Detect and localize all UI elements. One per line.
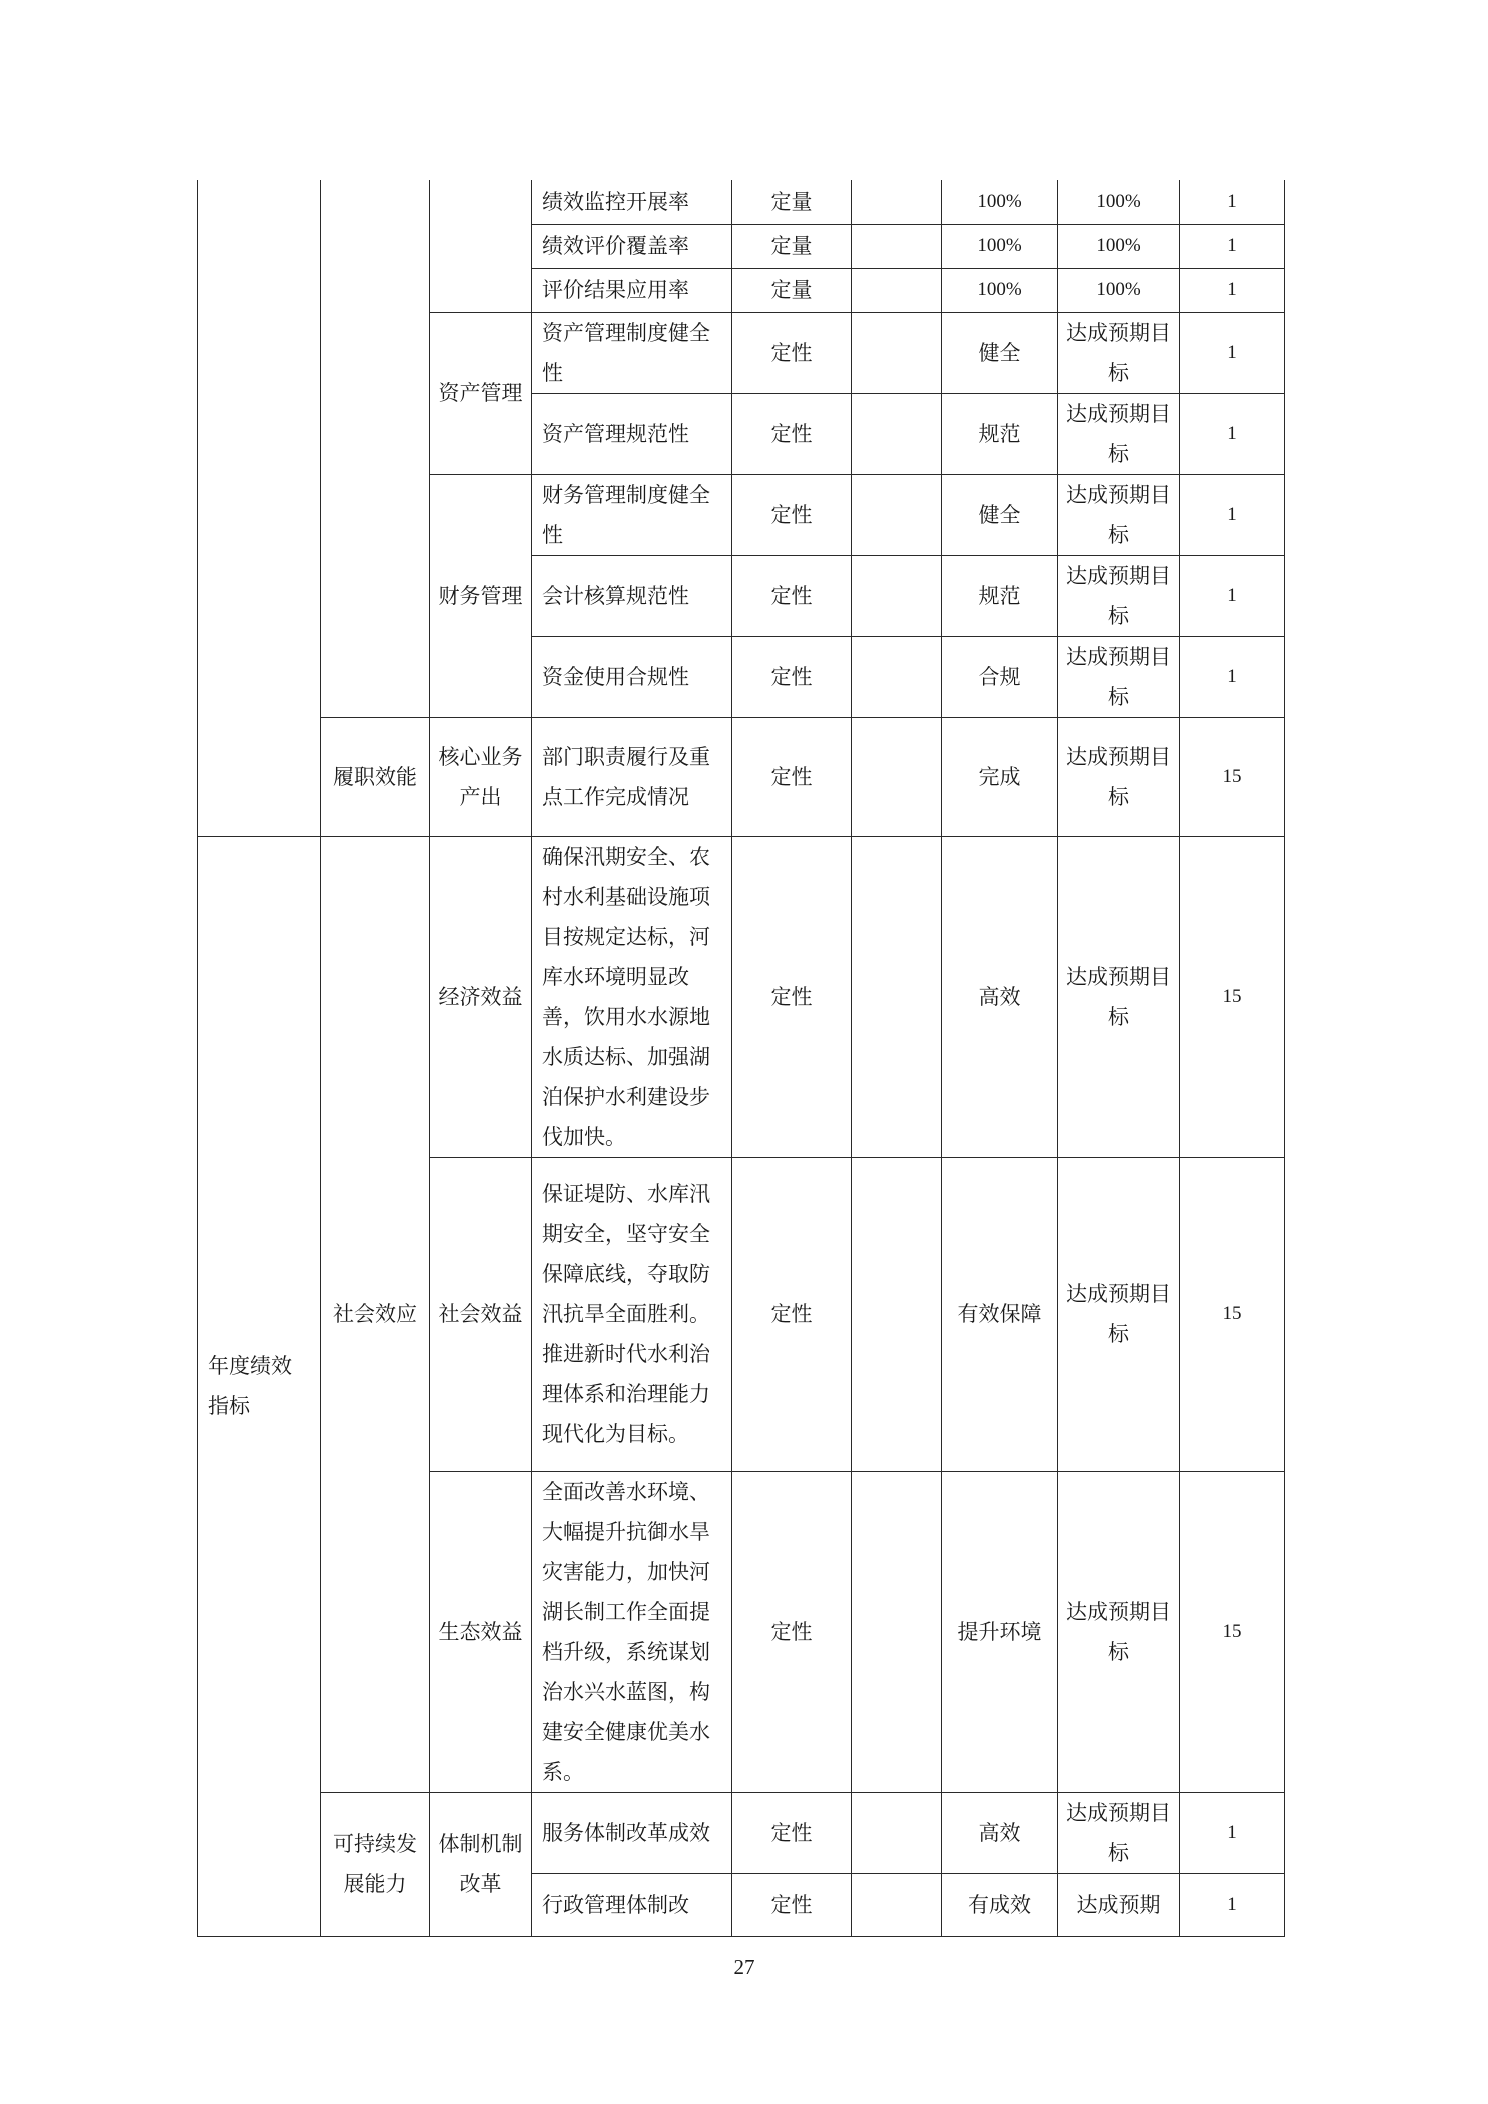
type-cell: 定性 — [732, 1471, 852, 1792]
actual-cell: 达成预期 — [1058, 1873, 1180, 1936]
indicator-cell: 全面改善水环境、大幅提升抗御水旱灾害能力，加快河湖长制工作全面提档升级，系统谋划治水兴水蓝图，构建安全健康优美水系。 — [532, 1471, 732, 1792]
target-cell: 100% — [942, 268, 1058, 312]
score-cell: 1 — [1180, 555, 1285, 636]
target-cell: 高效 — [942, 1792, 1058, 1873]
baseline-cell — [852, 224, 942, 268]
table-row — [198, 836, 1285, 1157]
level3-cell-empty — [430, 180, 532, 312]
target-cell: 健全 — [942, 474, 1058, 555]
target-cell: 100% — [942, 224, 1058, 268]
indicator-cell: 财务管理制度健全性 — [532, 474, 732, 555]
indicator-cell: 资产管理规范性 — [532, 393, 732, 474]
level2-sustainable: 可持续发展能力 — [321, 1792, 430, 1936]
baseline-cell — [852, 717, 942, 836]
baseline-cell — [852, 636, 942, 717]
score-cell: 1 — [1180, 636, 1285, 717]
score-cell: 1 — [1180, 312, 1285, 393]
level3-social-benefit: 社会效益 — [430, 1157, 532, 1471]
score-cell: 1 — [1180, 268, 1285, 312]
score-cell: 15 — [1180, 836, 1285, 1157]
indicator-cell: 绩效监控开展率 — [532, 180, 732, 224]
indicator-cell: 保证堤防、水库汛期安全，坚守安全保障底线，夺取防汛抗旱全面胜利。推进新时代水利治理体系和治理能力现代化为目标。 — [532, 1157, 732, 1471]
type-cell: 定性 — [732, 636, 852, 717]
actual-cell: 达成预期目标 — [1058, 1157, 1180, 1471]
score-cell: 1 — [1180, 224, 1285, 268]
actual-cell: 100% — [1058, 224, 1180, 268]
baseline-cell — [852, 312, 942, 393]
actual-cell: 100% — [1058, 180, 1180, 224]
level1-cell-empty — [198, 180, 321, 836]
type-cell: 定性 — [732, 1157, 852, 1471]
indicator-cell: 会计核算规范性 — [532, 555, 732, 636]
score-cell: 1 — [1180, 474, 1285, 555]
actual-cell: 达成预期目标 — [1058, 474, 1180, 555]
baseline-cell — [852, 393, 942, 474]
indicator-cell: 绩效评价覆盖率 — [532, 224, 732, 268]
baseline-cell — [852, 1471, 942, 1792]
baseline-cell — [852, 180, 942, 224]
actual-cell: 达成预期目标 — [1058, 1792, 1180, 1873]
actual-cell: 达成预期目标 — [1058, 636, 1180, 717]
type-cell: 定性 — [732, 312, 852, 393]
type-cell: 定性 — [732, 1873, 852, 1936]
type-cell: 定性 — [732, 836, 852, 1157]
indicator-cell: 确保汛期安全、农村水利基础设施项目按规定达标，河库水环境明显改善，饮用水水源地水质达标、加强湖泊保护水利建设步伐加快。 — [532, 836, 732, 1157]
level3-core-output: 核心业务产出 — [430, 717, 532, 836]
target-cell: 规范 — [942, 393, 1058, 474]
indicator-cell: 部门职责履行及重点工作完成情况 — [532, 717, 732, 836]
level3-eco-benefit: 生态效益 — [430, 1471, 532, 1792]
type-cell: 定量 — [732, 268, 852, 312]
score-cell: 1 — [1180, 1873, 1285, 1936]
score-cell: 1 — [1180, 180, 1285, 224]
page-number: 27 — [733, 1955, 755, 1979]
target-cell: 有成效 — [942, 1873, 1058, 1936]
level3-asset-mgmt: 资产管理 — [430, 312, 532, 474]
actual-cell: 达成预期目标 — [1058, 1471, 1180, 1792]
actual-cell: 达成预期目标 — [1058, 717, 1180, 836]
indicator-cell: 评价结果应用率 — [532, 268, 732, 312]
type-cell: 定性 — [732, 555, 852, 636]
baseline-cell — [852, 1792, 942, 1873]
level2-social-effect: 社会效应 — [321, 836, 430, 1792]
actual-cell: 100% — [1058, 268, 1180, 312]
type-cell: 定量 — [732, 180, 852, 224]
score-cell: 15 — [1180, 717, 1285, 836]
baseline-cell — [852, 836, 942, 1157]
target-cell: 健全 — [942, 312, 1058, 393]
score-cell: 1 — [1180, 393, 1285, 474]
type-cell: 定性 — [732, 393, 852, 474]
target-cell: 规范 — [942, 555, 1058, 636]
target-cell: 完成 — [942, 717, 1058, 836]
table-row — [198, 1792, 1285, 1873]
actual-cell: 达成预期目标 — [1058, 312, 1180, 393]
target-cell: 有效保障 — [942, 1157, 1058, 1471]
indicator-cell: 行政管理体制改 — [532, 1873, 732, 1936]
level1-annual-indicators: 年度绩效指标 — [198, 836, 321, 1936]
level3-system-reform: 体制机制改革 — [430, 1792, 532, 1936]
type-cell: 定性 — [732, 474, 852, 555]
performance-indicator-table — [197, 180, 1285, 1937]
actual-cell: 达成预期目标 — [1058, 555, 1180, 636]
target-cell: 合规 — [942, 636, 1058, 717]
baseline-cell — [852, 1157, 942, 1471]
level2-duty-efficiency: 履职效能 — [321, 717, 430, 836]
level2-cell-empty — [321, 180, 430, 717]
indicator-cell: 资金使用合规性 — [532, 636, 732, 717]
actual-cell: 达成预期目标 — [1058, 393, 1180, 474]
baseline-cell — [852, 268, 942, 312]
score-cell: 15 — [1180, 1157, 1285, 1471]
score-cell: 15 — [1180, 1471, 1285, 1792]
table-row — [198, 180, 1285, 224]
level3-economic-benefit: 经济效益 — [430, 836, 532, 1157]
table-row — [198, 717, 1285, 836]
target-cell: 高效 — [942, 836, 1058, 1157]
type-cell: 定性 — [732, 1792, 852, 1873]
baseline-cell — [852, 1873, 942, 1936]
baseline-cell — [852, 474, 942, 555]
target-cell: 100% — [942, 180, 1058, 224]
level3-finance-mgmt: 财务管理 — [430, 474, 532, 717]
indicator-cell: 资产管理制度健全性 — [532, 312, 732, 393]
type-cell: 定性 — [732, 717, 852, 836]
score-cell: 1 — [1180, 1792, 1285, 1873]
baseline-cell — [852, 555, 942, 636]
indicator-cell: 服务体制改革成效 — [532, 1792, 732, 1873]
target-cell: 提升环境 — [942, 1471, 1058, 1792]
actual-cell: 达成预期目标 — [1058, 836, 1180, 1157]
type-cell: 定量 — [732, 224, 852, 268]
